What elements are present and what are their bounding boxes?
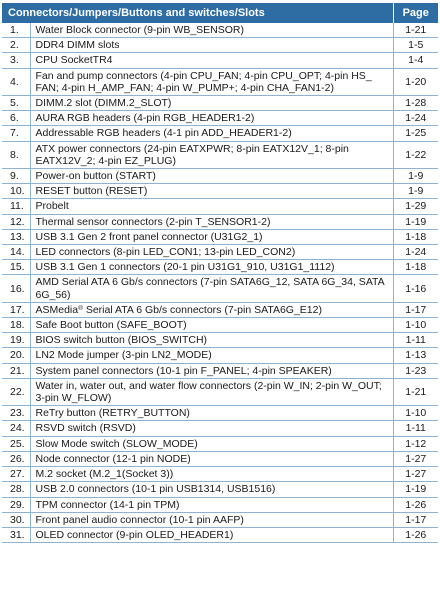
row-page: 1-5 (393, 38, 438, 53)
row-description: LN2 Mode jumper (3-pin LN2_MODE) (30, 348, 393, 363)
row-page: 1-27 (393, 451, 438, 466)
row-page: 1-26 (393, 527, 438, 542)
row-description: ATX power connectors (24-pin EATXPWR; 8-pin EATX12V_1; 8-pin EATX12V_2; 4-pin EZ_PLUG) (30, 141, 393, 168)
row-description: USB 2.0 connectors (10-1 pin USB1314, USB1516) (30, 482, 393, 497)
table-row (2, 23, 438, 38)
row-page: 1-20 (393, 68, 438, 95)
row-number: 20. (2, 348, 30, 363)
table-body (2, 23, 438, 543)
row-number: 19. (2, 333, 30, 348)
row-number: 6. (2, 111, 30, 126)
row-description: CPU SocketTR4 (30, 53, 393, 68)
row-page: 1-26 (393, 497, 438, 512)
row-description: AMD Serial ATA 6 Gb/s connectors (7-pin SATA6G_12, SATA 6G_34, SATA 6G_56) (30, 275, 393, 302)
row-description: Node connector (12-1 pin NODE) (30, 451, 393, 466)
table-row (2, 214, 438, 229)
row-description: M.2 socket (M.2_1(Socket 3)) (30, 467, 393, 482)
connectors-table-container (2, 3, 438, 543)
row-page: 1-24 (393, 111, 438, 126)
row-page: 1-23 (393, 363, 438, 378)
row-description: Front panel audio connector (10-1 pin AAFP) (30, 512, 393, 527)
table-row (2, 482, 438, 497)
row-description: System panel connectors (10-1 pin F_PANEL; 4-pin SPEAKER) (30, 363, 393, 378)
row-description: Addressable RGB headers (4-1 pin ADD_HEADER1-2) (30, 126, 393, 141)
row-number: 11. (2, 199, 30, 214)
row-page: 1-25 (393, 126, 438, 141)
row-number: 14. (2, 245, 30, 260)
row-number: 24. (2, 421, 30, 436)
row-page: 1-19 (393, 482, 438, 497)
row-page: 1-18 (393, 260, 438, 275)
row-number: 28. (2, 482, 30, 497)
row-page: 1-9 (393, 184, 438, 199)
row-page: 1-10 (393, 406, 438, 421)
row-number: 22. (2, 378, 30, 405)
row-page: 1-17 (393, 512, 438, 527)
row-page: 1-12 (393, 436, 438, 451)
table-row (2, 527, 438, 542)
row-number: 29. (2, 497, 30, 512)
row-number: 31. (2, 527, 30, 542)
row-description: AURA RGB headers (4-pin RGB_HEADER1-2) (30, 111, 393, 126)
table-row (2, 348, 438, 363)
row-number: 4. (2, 68, 30, 95)
table-row (2, 406, 438, 421)
row-description: USB 3.1 Gen 2 front panel connector (U31G2_1) (30, 229, 393, 244)
row-page: 1-29 (393, 199, 438, 214)
row-description: Slow Mode switch (SLOW_MODE) (30, 436, 393, 451)
row-page: 1-19 (393, 214, 438, 229)
row-description: DDR4 DIMM slots (30, 38, 393, 53)
row-number: 13. (2, 229, 30, 244)
row-description: Probelt (30, 199, 393, 214)
table-row (2, 436, 438, 451)
row-description: OLED connector (9-pin OLED_HEADER1) (30, 527, 393, 542)
row-description: Thermal sensor connectors (2-pin T_SENSOR1-2) (30, 214, 393, 229)
row-page: 1-18 (393, 229, 438, 244)
table-row (2, 467, 438, 482)
row-page: 1-9 (393, 169, 438, 184)
row-number: 8. (2, 141, 30, 168)
row-description: LED connectors (8-pin LED_CON1; 13-pin LED_CON2) (30, 245, 393, 260)
row-description: TPM connector (14-1 pin TPM) (30, 497, 393, 512)
row-number: 7. (2, 126, 30, 141)
row-description-brand: ASMedia (35, 303, 79, 316)
row-page: 1-10 (393, 318, 438, 333)
row-description: Water in, water out, and water flow connectors (2-pin W_IN; 2-pin W_OUT; 3-pin W_FLOW) (30, 378, 393, 405)
table-row (2, 512, 438, 527)
row-page: 1-4 (393, 53, 438, 68)
row-page: 1-21 (393, 378, 438, 405)
row-description: USB 3.1 Gen 1 connectors (20-1 pin U31G1_910, U31G1_1112) (30, 260, 393, 275)
row-number: 18. (2, 318, 30, 333)
row-number: 10. (2, 184, 30, 199)
row-page: 1-16 (393, 275, 438, 302)
table-row (2, 184, 438, 199)
row-number: 16. (2, 275, 30, 302)
row-number: 5. (2, 96, 30, 111)
table-row (2, 318, 438, 333)
row-number: 23. (2, 406, 30, 421)
row-description (30, 302, 393, 317)
registered-mark: ® (78, 304, 83, 312)
header-title: Connectors/Jumpers/Buttons and switches/Slots (2, 3, 393, 23)
row-number: 30. (2, 512, 30, 527)
table-row (2, 363, 438, 378)
row-page: 1-21 (393, 23, 438, 38)
row-number: 26. (2, 451, 30, 466)
table-row (2, 378, 438, 405)
table-row (2, 111, 438, 126)
row-description: Power-on button (START) (30, 169, 393, 184)
table-row (2, 96, 438, 111)
table-row (2, 333, 438, 348)
table-row (2, 38, 438, 53)
table-row (2, 260, 438, 275)
table-row (2, 275, 438, 302)
row-description: Fan and pump connectors (4-pin CPU_FAN; 4-pin CPU_OPT; 4-pin HS_ FAN; 4-pin H_AMP_FAN; 4-pin W_PUMP+; 4-pin CHA_FAN1-2) (30, 68, 393, 95)
table-row (2, 245, 438, 260)
row-number: 3. (2, 53, 30, 68)
row-number: 2. (2, 38, 30, 53)
table-row (2, 126, 438, 141)
row-number: 12. (2, 214, 30, 229)
row-page: 1-17 (393, 302, 438, 317)
row-number: 1. (2, 23, 30, 38)
row-number: 27. (2, 467, 30, 482)
row-page: 1-11 (393, 421, 438, 436)
table-row (2, 229, 438, 244)
row-number: 17. (2, 302, 30, 317)
row-number: 21. (2, 363, 30, 378)
row-page: 1-22 (393, 141, 438, 168)
table-row (2, 53, 438, 68)
table-row (2, 451, 438, 466)
row-description: BIOS switch button (BIOS_SWITCH) (30, 333, 393, 348)
row-number: 9. (2, 169, 30, 184)
table-header (2, 3, 438, 23)
row-page: 1-11 (393, 333, 438, 348)
connectors-table (2, 3, 438, 543)
row-page: 1-13 (393, 348, 438, 363)
table-row (2, 421, 438, 436)
row-number: 15. (2, 260, 30, 275)
row-description-text: Serial ATA 6 Gb/s connectors (7-pin SATA6G_E12) (82, 303, 322, 316)
table-row (2, 302, 438, 317)
row-page: 1-24 (393, 245, 438, 260)
row-description: RESET button (RESET) (30, 184, 393, 199)
table-row (2, 199, 438, 214)
row-description: Water Block connector (9-pin WB_SENSOR) (30, 23, 393, 38)
table-row (2, 68, 438, 95)
row-description: DIMM.2 slot (DIMM.2_SLOT) (30, 96, 393, 111)
row-description: RSVD switch (RSVD) (30, 421, 393, 436)
header-page: Page (393, 3, 438, 23)
row-description: Safe Boot button (SAFE_BOOT) (30, 318, 393, 333)
table-row (2, 141, 438, 168)
row-page: 1-27 (393, 467, 438, 482)
row-page: 1-28 (393, 96, 438, 111)
row-number: 25. (2, 436, 30, 451)
header-row (2, 3, 438, 23)
table-row (2, 497, 438, 512)
table-row (2, 169, 438, 184)
row-description: ReTry button (RETRY_BUTTON) (30, 406, 393, 421)
